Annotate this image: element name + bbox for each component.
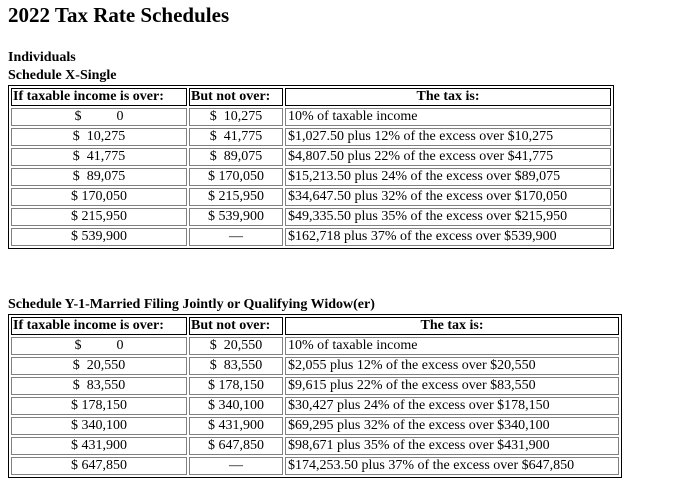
tax-is-cell: $2,055 plus 12% of the excess over $20,550: [285, 357, 619, 375]
not-over-cell: $ 89,075: [189, 148, 283, 166]
tax-is-cell: $174,253.50 plus 37% of the excess over $647,850: [285, 457, 619, 475]
tax-is-cell: 10% of taxable income: [285, 337, 619, 355]
not-over-cell: $ 170,050: [189, 168, 283, 186]
tax-is-cell: $34,647.50 plus 32% of the excess over $170,050: [285, 188, 611, 206]
income-over-cell: $ 431,900: [11, 437, 187, 455]
income-over-cell: $ 178,150: [11, 397, 187, 415]
not-over-cell: —: [189, 228, 283, 246]
income-over-cell: $ 89,075: [11, 168, 187, 186]
tax-is-cell: $49,335.50 plus 35% of the excess over $215,950: [285, 208, 611, 226]
table-row: [11, 128, 611, 146]
tax-is-cell: $15,213.50 plus 24% of the excess over $89,075: [285, 168, 611, 186]
income-over-cell: $ 20,550: [11, 357, 187, 375]
schedule-x-body: [11, 108, 611, 246]
income-over-cell: $ 41,775: [11, 148, 187, 166]
header-tax-is: The tax is:: [285, 317, 619, 335]
schedule-x-table: [8, 85, 614, 249]
table-header-row: [11, 317, 619, 335]
income-over-cell: $ 647,850: [11, 457, 187, 475]
income-over-cell: $ 0: [11, 337, 187, 355]
table-row: [11, 417, 619, 435]
schedule-y1-body: [11, 337, 619, 475]
income-over-cell: $ 340,100: [11, 417, 187, 435]
table-row: [11, 208, 611, 226]
income-over-cell: $ 83,550: [11, 377, 187, 395]
not-over-cell: $ 215,950: [189, 188, 283, 206]
page-title: 2022 Tax Rate Schedules: [8, 3, 230, 27]
table-row: [11, 397, 619, 415]
header-tax-is: The tax is:: [285, 88, 611, 106]
table-row: [11, 148, 611, 166]
not-over-cell: $ 647,850: [189, 437, 283, 455]
not-over-cell: $ 539,900: [189, 208, 283, 226]
tax-is-cell: $69,295 plus 32% of the excess over $340,100: [285, 417, 619, 435]
schedule-y1-table: [8, 314, 622, 478]
table-row: [11, 337, 619, 355]
table-row: [11, 437, 619, 455]
schedule-x-section: [8, 49, 614, 249]
tax-is-cell: $30,427 plus 24% of the excess over $178,150: [285, 397, 619, 415]
table-row: [11, 457, 619, 475]
table-header-row: [11, 88, 611, 106]
header-income-over: If taxable income is over:: [11, 88, 187, 106]
tax-is-cell: $98,671 plus 35% of the excess over $431,900: [285, 437, 619, 455]
table-row: [11, 108, 611, 126]
income-over-cell: $ 170,050: [11, 188, 187, 206]
not-over-cell: $ 41,775: [189, 128, 283, 146]
table-row: [11, 357, 619, 375]
header-not-over: But not over:: [189, 88, 283, 106]
income-over-cell: $ 0: [11, 108, 187, 126]
income-over-cell: $ 10,275: [11, 128, 187, 146]
income-over-cell: $ 539,900: [11, 228, 187, 246]
not-over-cell: $ 10,275: [189, 108, 283, 126]
not-over-cell: $ 340,100: [189, 397, 283, 415]
not-over-cell: —: [189, 457, 283, 475]
table-row: [11, 228, 611, 246]
not-over-cell: $ 178,150: [189, 377, 283, 395]
tax-is-cell: $9,615 plus 22% of the excess over $83,550: [285, 377, 619, 395]
income-over-cell: $ 215,950: [11, 208, 187, 226]
table-row: [11, 168, 611, 186]
tax-is-cell: $162,718 plus 37% of the excess over $539,900: [285, 228, 611, 246]
schedule-y1-heading: Schedule Y-1-Married Filing Jointly or Qualifying Widow(er): [8, 297, 375, 312]
header-not-over: But not over:: [189, 317, 283, 335]
individuals-heading: Individuals: [8, 50, 76, 65]
tax-is-cell: 10% of taxable income: [285, 108, 611, 126]
schedule-y1-section: [8, 296, 622, 478]
tax-is-cell: $1,027.50 plus 12% of the excess over $10,275: [285, 128, 611, 146]
not-over-cell: $ 431,900: [189, 417, 283, 435]
tax-is-cell: $4,807.50 plus 22% of the excess over $41,775: [285, 148, 611, 166]
not-over-cell: $ 83,550: [189, 357, 283, 375]
schedule-x-heading: Schedule X-Single: [8, 68, 117, 83]
header-income-over: If taxable income is over:: [11, 317, 187, 335]
table-row: [11, 377, 619, 395]
not-over-cell: $ 20,550: [189, 337, 283, 355]
table-row: [11, 188, 611, 206]
